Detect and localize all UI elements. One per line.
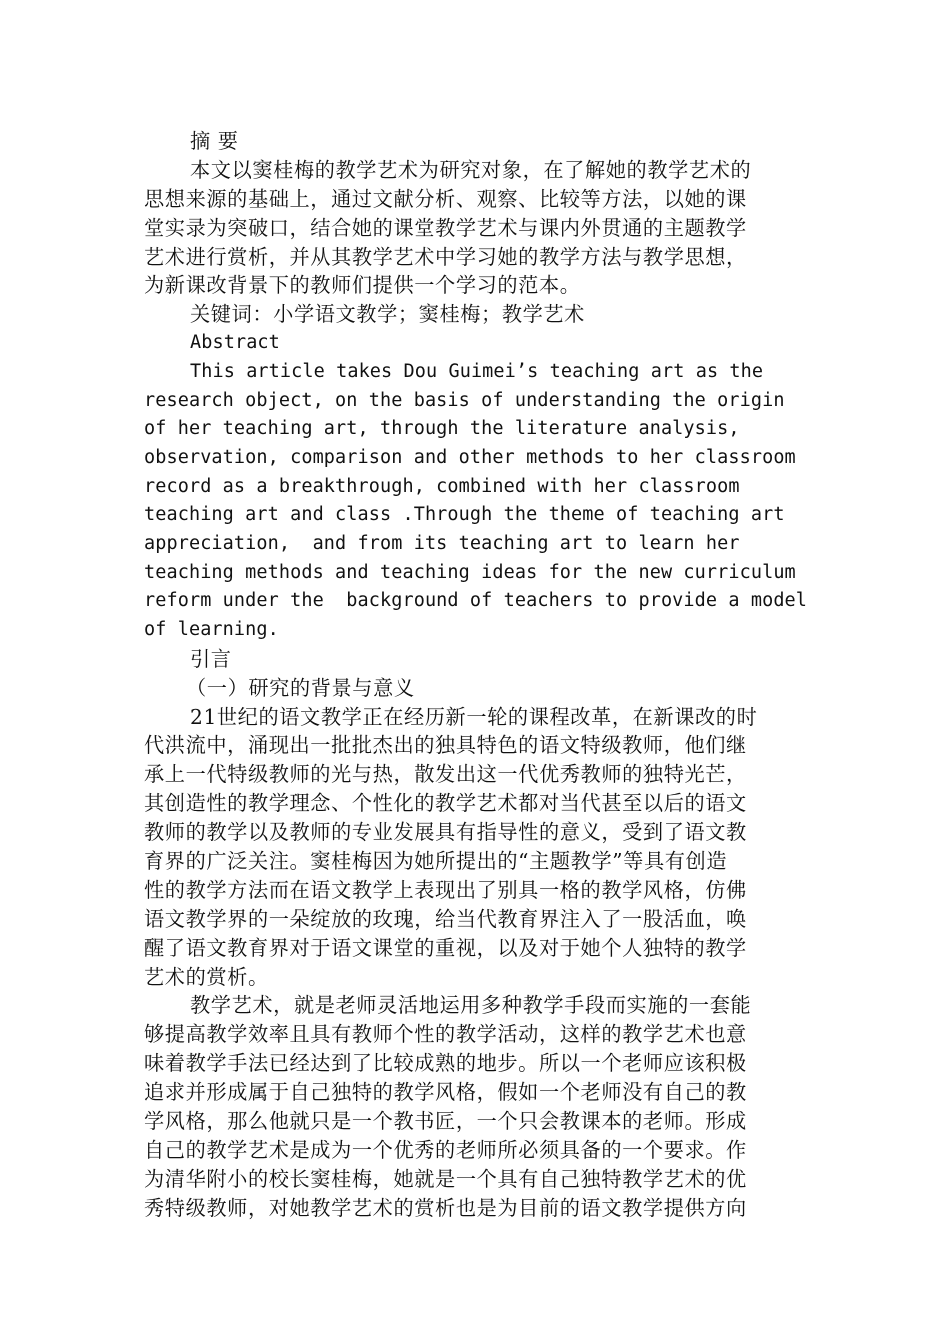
abstract-en-line: research object, on the basis of understanding the origin [144,389,785,411]
document-page [144,127,808,1223]
abstract-en-heading: Abstract [190,332,280,354]
abstract-en-line: reform under the background of teachers to provide a model [144,590,808,612]
body-line: 承上一代特级教师的光与热，散发出这一代优秀教师的独特光芒， [144,762,747,787]
abstract-cn-line: 艺术进行赏析，并从其教学艺术中学习她的教学方法与教学思想， [144,244,747,269]
abstract-en-line: observation, comparison and other methods to her classroom [144,446,796,468]
intro-paragraph-2 [144,991,808,1222]
body-line: 够提高教学效率且具有教师个性的教学活动，这样的教学艺术也意 [144,1022,747,1047]
body-line: 为清华附小的校长窦桂梅，她就是一个具有自己独特教学艺术的优 [144,1166,747,1191]
abstract-cn-line: 堂实录为突破口，结合她的课堂教学艺术与课内外贯通的主题教学 [144,215,747,240]
keywords-line: 关键词：小学语文教学；窦桂梅；教学艺术 [190,302,585,327]
body-line: 教师的教学以及教师的专业发展具有指导性的意义，受到了语文教 [144,820,747,845]
body-line: 醒了语文教育界对于语文课堂的重视，以及对于她个人独特的教学 [144,935,747,960]
abstract-en-line: record as a breakthrough, combined with her classroom [144,475,740,497]
section-subheading: （一）研究的背景与意义 [186,675,415,700]
body-line: 代洪流中，涌现出一批批杰出的独具特色的语文特级教师，他们继 [144,733,747,758]
abstract-cn-paragraph [144,156,808,300]
intro-heading: 引言 [190,646,232,671]
abstract-cn-line: 思想来源的基础上，通过文献分析、观察、比较等方法，以她的课 [144,186,747,211]
abstract-cn-line: 本文以窦桂梅的教学艺术为研究对象，在了解她的教学艺术的 [190,157,752,182]
abstract-en-line: of learning. [144,619,279,641]
body-line: 性的教学方法而在语文教学上表现出了别具一格的教学风格，仿佛 [144,877,747,902]
body-line: 其创造性的教学理念、个性化的教学艺术都对当代甚至以后的语文 [144,791,747,816]
abstract-en-paragraph [144,358,808,645]
abstract-en-line: This article takes Dou Guimei’s teaching art as the [190,360,764,382]
body-line: 学风格，那么他就只是一个教书匠，一个只会教课本的老师。形成 [144,1109,747,1134]
body-line: 味着教学手法已经达到了比较成熟的地步。所以一个老师应该积极 [144,1051,747,1076]
body-line: 自己的教学艺术是成为一个优秀的老师所必须具备的一个要求。作 [144,1137,747,1162]
body-line: 21世纪的语文教学正在经历新一轮的课程改革，在新课改的时 [190,704,758,729]
abstract-heading: 摘 要 [190,129,239,153]
abstract-cn-line: 为新课改背景下的教师们提供一个学习的范本。 [144,273,581,298]
body-line: 艺术的赏析。 [144,964,269,989]
body-line: 教学艺术，就是老师灵活地运用多种教学手段而实施的一套能 [190,993,752,1018]
body-line: 育界的广泛关注。窦桂梅因为她所提出的“主题教学”等具有创造 [144,849,728,874]
body-line: 秀特级教师，对她教学艺术的赏析也是为目前的语文教学提供方向 [144,1195,747,1220]
abstract-en-line: of her teaching art, through the literature analysis, [144,418,740,440]
abstract-en-line: appreciation, and from its teaching art to learn her [144,533,740,555]
abstract-en-line: teaching methods and teaching ideas for the new curriculum [144,561,796,583]
abstract-en-line: teaching art and class .Through the theme of teaching art [144,504,785,526]
intro-paragraph-1 [144,703,808,992]
body-line: 追求并形成属于自己独特的教学风格，假如一个老师没有自己的教 [144,1080,747,1105]
body-line: 语文教学界的一朵绽放的玫瑰，给当代教育界注入了一股活血，唤 [144,906,747,931]
